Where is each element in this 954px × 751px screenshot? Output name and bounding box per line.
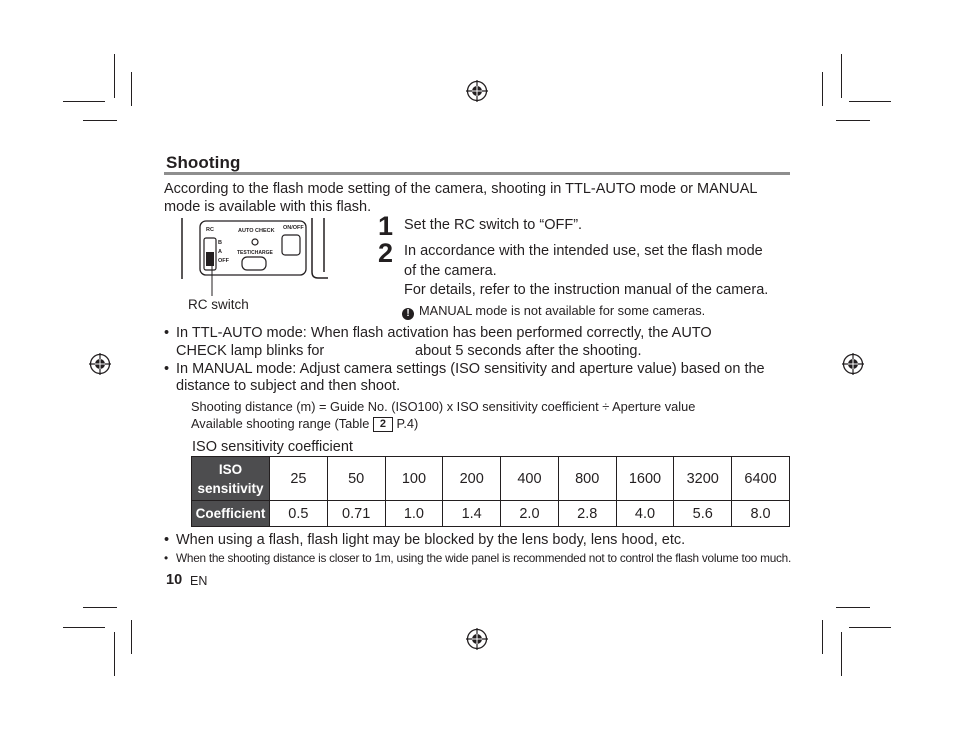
coefficient-cell: 2.8: [558, 501, 616, 527]
bullet-manual-line-1: In MANUAL mode: Adjust camera settings (ISO sensitivity and aperture value) based on the: [176, 361, 765, 377]
bottom-bullet-2: When the shooting distance is closer to 1m, using the wide panel is recommended not to control the flash volume too much.: [176, 551, 791, 565]
diagram-caption: RC switch: [188, 297, 249, 312]
bullet-manual-marker: •: [164, 361, 170, 377]
intro-line-2: mode is available with this flash.: [164, 199, 372, 215]
page-number: 10: [166, 572, 183, 588]
label-test-charge: TEST/CHARGE: [237, 250, 273, 256]
bullet-ttl-line-2a: CHECK lamp blinks for: [176, 343, 325, 359]
note-icon: !: [402, 308, 414, 320]
note-text: MANUAL mode is not available for some cameras.: [419, 303, 706, 318]
label-auto-check: AUTO CHECK: [238, 228, 275, 234]
coefficient-cell: 0.71: [327, 501, 385, 527]
coefficient-cell: 8.0: [732, 501, 790, 527]
title-rule: [164, 172, 790, 175]
label-rc: RC: [206, 227, 214, 233]
iso-cell: 6400: [732, 457, 790, 501]
iso-cell: 1600: [616, 457, 674, 501]
table-row-coefficient: [192, 501, 790, 527]
bottom-bullet-2-marker: •: [164, 551, 168, 565]
coefficient-cell: 0.5: [270, 501, 328, 527]
table-row-iso: [192, 457, 790, 501]
formula-line-2: [191, 415, 418, 432]
step-2-number: 2: [378, 238, 394, 268]
note: [402, 302, 705, 320]
step-2-line-3: For details, refer to the instruction manual of the camera.: [404, 282, 769, 298]
iso-table: [191, 456, 790, 527]
step-1-number: 1: [378, 211, 394, 241]
label-on-off: ON/OFF: [283, 225, 304, 231]
label-b: B: [218, 240, 222, 246]
iso-header-line-2: sensitivity: [197, 480, 264, 496]
iso-cell: 50: [327, 457, 385, 501]
iso-cell: 25: [270, 457, 328, 501]
iso-cell: 3200: [674, 457, 732, 501]
iso-header-line-1: ISO: [218, 461, 243, 477]
step-2-line-1: In accordance with the intended use, set the flash mode: [404, 243, 763, 259]
bullet-manual-line-2: distance to subject and then shoot.: [176, 378, 401, 394]
coefficient-cell: 1.0: [385, 501, 443, 527]
iso-table-caption: ISO sensitivity coefficient: [192, 439, 353, 455]
registration-mark-left-icon: [89, 353, 111, 375]
section-title: Shooting: [166, 153, 241, 172]
iso-cell: 400: [501, 457, 559, 501]
label-a: A: [218, 249, 222, 255]
intro-line-1: According to the flash mode setting of the camera, shooting in TTL-AUTO mode or MANUAL: [164, 181, 758, 197]
registration-mark-bottom-icon: [466, 628, 488, 650]
language-code: EN: [190, 574, 208, 588]
bullet-ttl-line-1: In TTL-AUTO mode: When flash activation has been performed correctly, the AUTO: [176, 325, 712, 341]
registration-mark-top-icon: [466, 80, 488, 102]
coefficient-cell: 2.0: [501, 501, 559, 527]
coefficient-row-header: Coefficient: [192, 501, 270, 527]
step-1-text: Set the RC switch to “OFF”.: [404, 217, 583, 233]
iso-cell: 200: [443, 457, 501, 501]
label-off: OFF: [218, 258, 229, 264]
formula-line-2-pre: Available shooting range (Table: [191, 416, 370, 431]
iso-cell: 800: [558, 457, 616, 501]
bullet-ttl-line-2b: about 5 seconds after the shooting.: [415, 343, 642, 359]
table-reference-box: 2: [373, 417, 393, 432]
bottom-bullet-1-marker: •: [164, 532, 170, 548]
coefficient-cell: 5.6: [674, 501, 732, 527]
formula-line-2-post: P.4): [396, 416, 419, 431]
step-2-line-2: of the camera.: [404, 263, 497, 279]
coefficient-cell: 4.0: [616, 501, 674, 527]
iso-cell: 100: [385, 457, 443, 501]
iso-row-header: [192, 457, 270, 501]
coefficient-cell: 1.4: [443, 501, 501, 527]
bullet-ttl-marker: •: [164, 325, 170, 341]
formula-line-1: Shooting distance (m) = Guide No. (ISO100) x ISO sensitivity coefficient ÷ Aperture value: [191, 399, 696, 414]
registration-mark-right-icon: [842, 353, 864, 375]
bottom-bullet-1: When using a flash, flash light may be blocked by the lens body, lens hood, etc.: [176, 532, 686, 548]
